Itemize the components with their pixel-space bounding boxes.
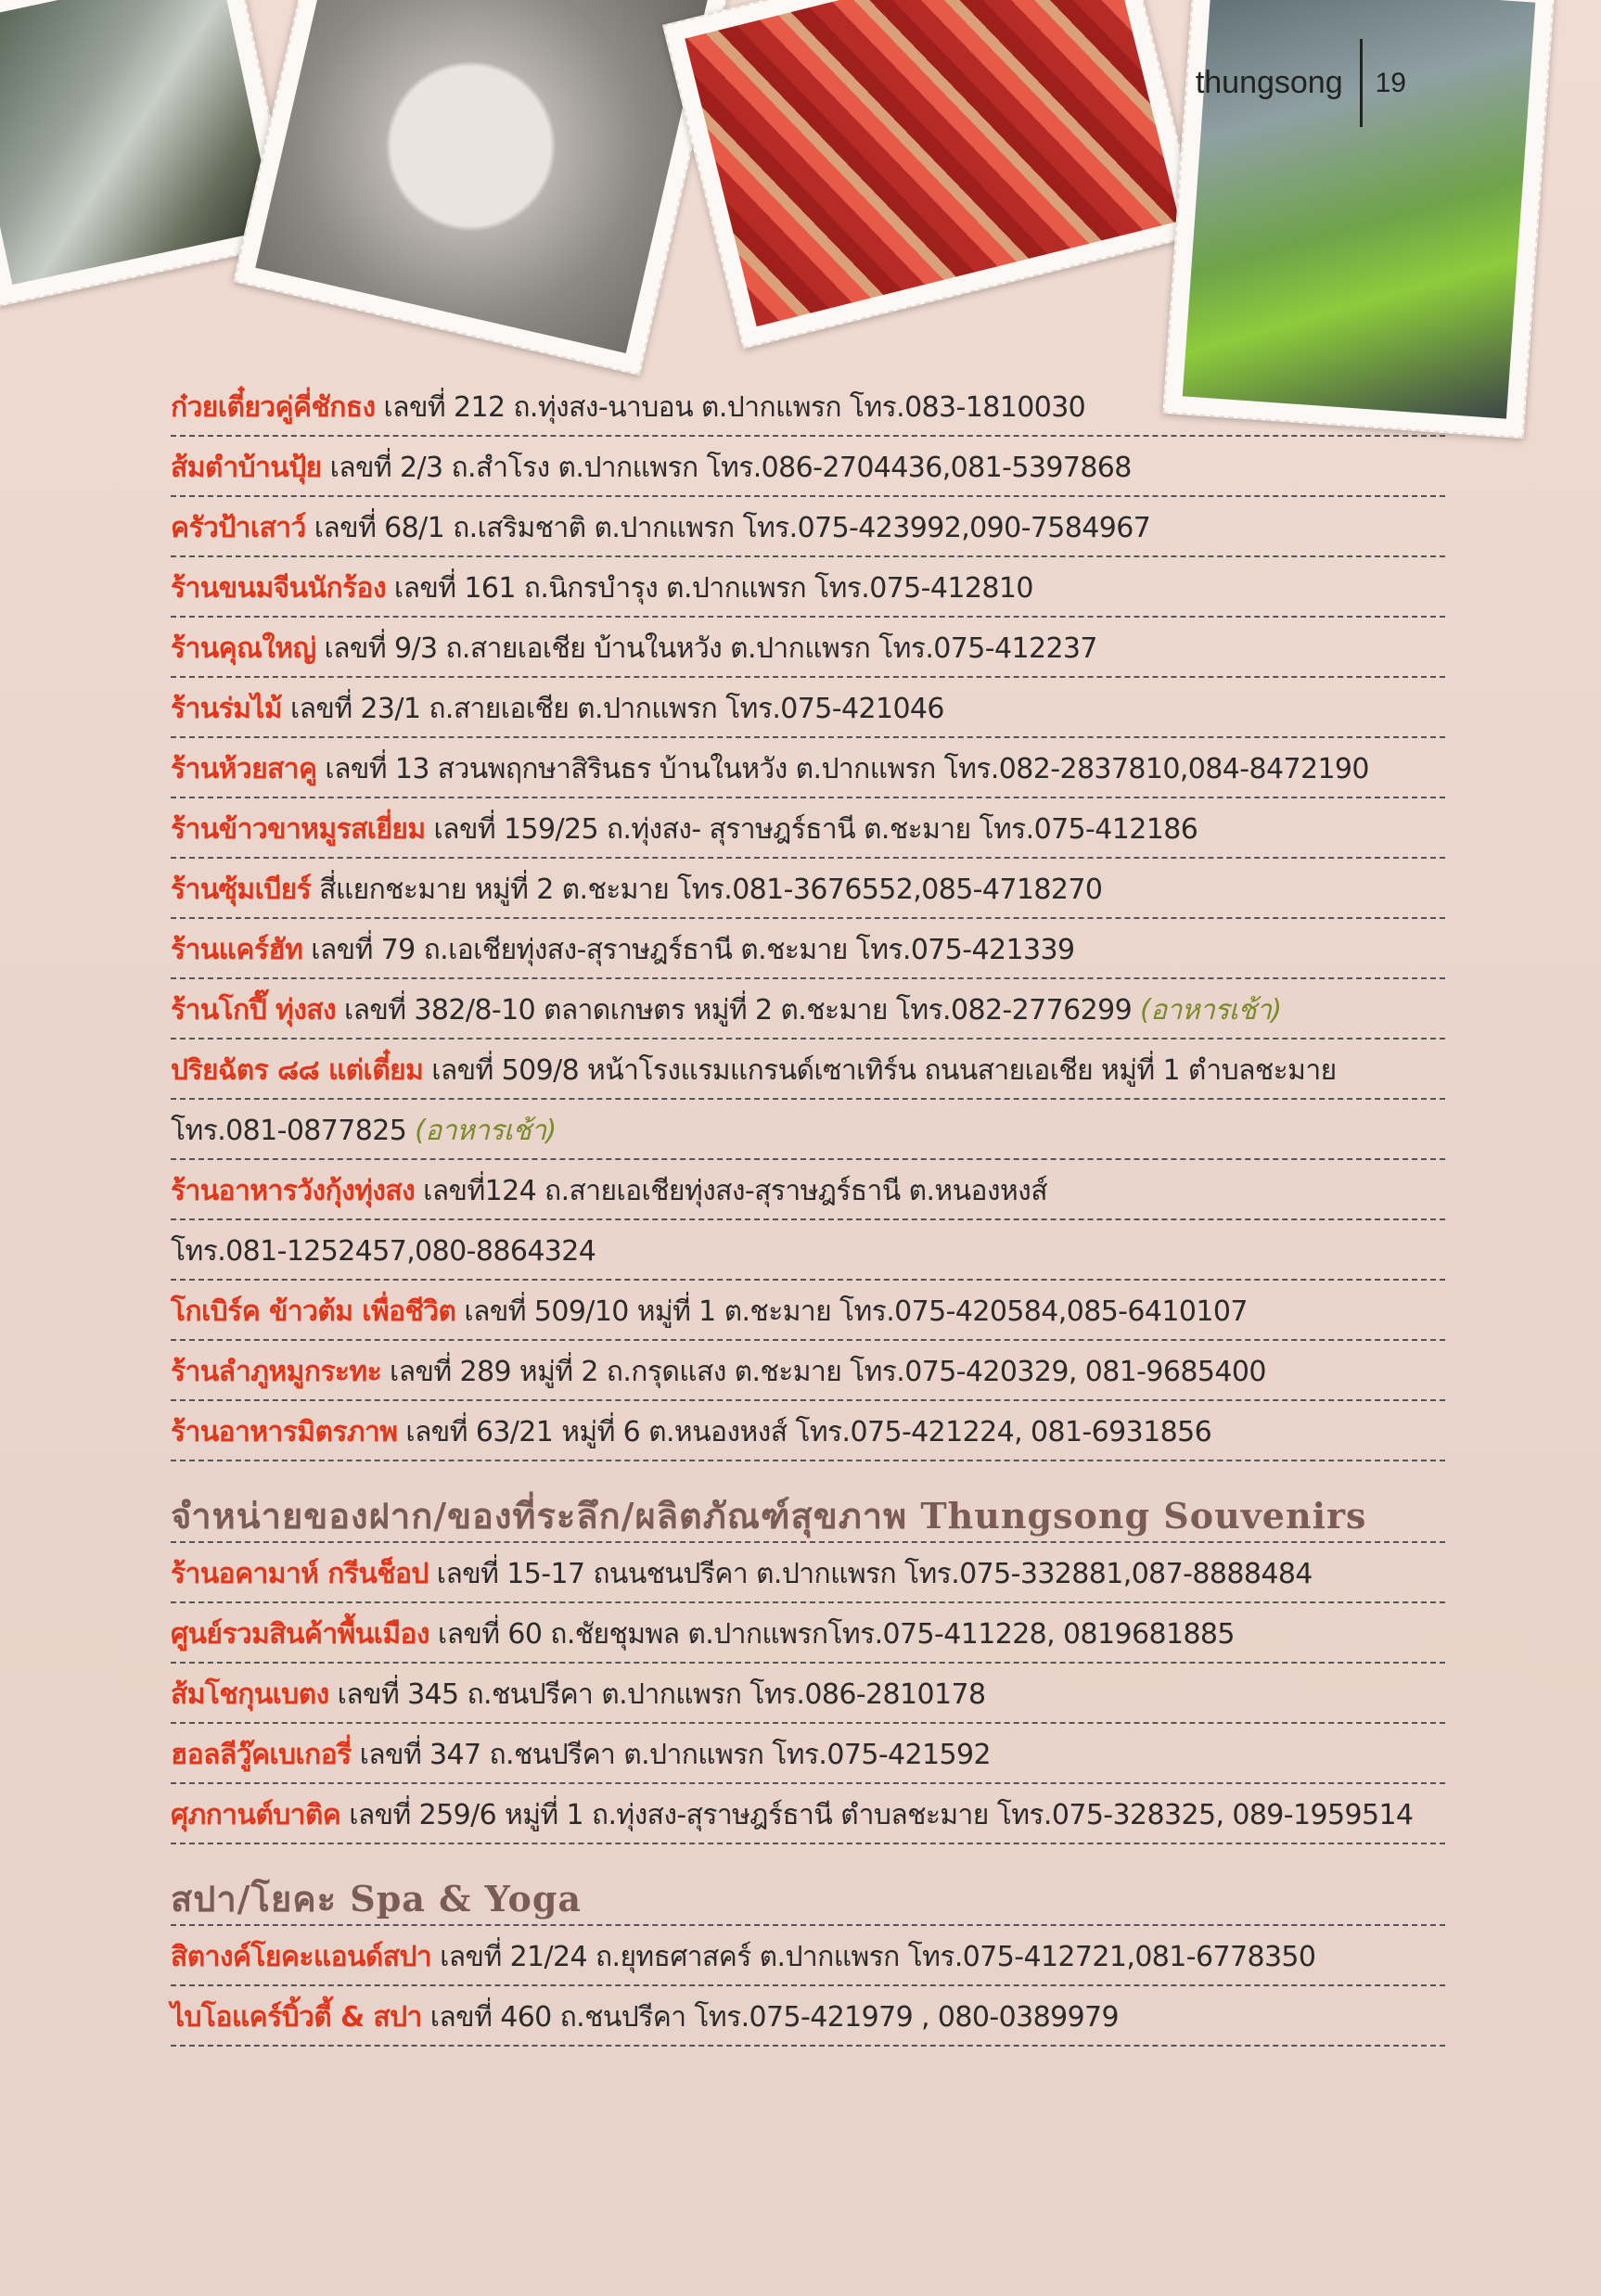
list-item-name: ศุภกานต์บาติค xyxy=(171,1799,341,1831)
list-item-name: ร้านโกปี๊ ทุ่งสง xyxy=(171,994,337,1027)
list-item-detail: เลขที่ 159/25 ถ.ทุ่งสง- สุราษฎร์ธานี ต.ชะมาย โทร.075-412186 xyxy=(425,813,1198,846)
list-item-detail: สี่แยกชะมาย หมู่ที่ 2 ต.ชะมาย โทร.081-3676552,085-4718270 xyxy=(311,874,1103,906)
list-item-detail: เลขที่ 382/8-10 ตลาดเกษตร หมู่ที่ 2 ต.ชะมาย โทร.082-2776299 xyxy=(336,994,1141,1027)
list-item-name: ฮอลลีวู๊คเบเกอรี่ xyxy=(171,1739,352,1771)
list-item-detail: เลขที่ 13 สวนพฤกษาสิรินธร บ้านในหวัง ต.ปากแพรก โทร.082-2837810,084-8472190 xyxy=(316,753,1369,785)
list-item xyxy=(171,1664,1445,1724)
list-item xyxy=(171,798,1445,859)
list-item-name: สิตางค์โยคะแอนด์สปา xyxy=(171,1941,432,1973)
list-item-detail: เลขที่ 23/1 ถ.สายเอเชีย ต.ปากแพรก โทร.075-421046 xyxy=(282,693,944,725)
list-item-detail: เลขที่ 347 ถ.ชนปรีคา ต.ปากแพรก โทร.075-421592 xyxy=(351,1739,991,1771)
list-item-detail: เลขที่ 509/8 หน้าโรงแรมแกรนด์เซาเทิร์น ถนนสายเอเชีย หมู่ที่ 1 ตำบลชะมาย xyxy=(423,1054,1337,1087)
list-item-name: ร้านร่มไม้ xyxy=(171,693,283,725)
list-item-continuation xyxy=(171,1220,1445,1281)
list-item xyxy=(171,497,1445,557)
list-item-name: ร้านแคร์ฮัท xyxy=(171,934,303,966)
list-item-detail: เลขที่ 345 ถ.ชนปรีคา ต.ปากแพรก โทร.086-2810178 xyxy=(328,1678,986,1711)
page-header xyxy=(1196,39,1406,127)
list-item-name: ร้านข้าวขาหมูรสเยี่ยม xyxy=(171,813,426,846)
list-item-detail: โทร.081-1252457,080-8864324 xyxy=(171,1235,596,1268)
list-item xyxy=(171,678,1445,738)
list-item xyxy=(171,1986,1445,2047)
list-item-name: ร้านอคามาห์ กรีนช็อป xyxy=(171,1558,429,1590)
list-item-name: ร้านอาหารมิตรภาพ xyxy=(171,1416,398,1448)
sweets-packages-photo xyxy=(662,0,1202,349)
list-item-name: ร้านห้วยสาคู xyxy=(171,753,317,785)
list-item xyxy=(171,1040,1445,1100)
list-item xyxy=(171,618,1445,678)
page-number: 19 xyxy=(1375,67,1406,98)
list-item-detail: เลขที่ 161 ถ.นิกรบำรุง ต.ปากแพรก โทร.075-412810 xyxy=(386,572,1033,605)
list-item xyxy=(171,557,1445,618)
list-item-detail: เลขที่ 460 ถ.ชนปรีคา โทร.075-421979 , 080-0389979 xyxy=(421,2001,1120,2034)
list-item xyxy=(171,1341,1445,1401)
list-item xyxy=(171,1724,1445,1784)
list-item-detail: เลขที่ 15-17 ถนนชนปรีคา ต.ปากแพรก โทร.075-332881,087-8888484 xyxy=(428,1558,1313,1590)
section-heading-spa: สปา/โยคะ Spa & Yoga xyxy=(171,1870,1445,1926)
list-item-name: ร้านซุ้มเบียร์ xyxy=(171,874,312,906)
list-item-continuation xyxy=(171,1100,1445,1160)
list-item-detail: เลขที่ 79 ถ.เอเชียทุ่งสง-สุราษฎร์ธานี ต.ชะมาย โทร.075-421339 xyxy=(302,934,1075,966)
list-item-name: ร้านขนมจีนนักร้อง xyxy=(171,572,386,605)
list-item-name: ไบโอแคร์บิ้วตี้ & สปา xyxy=(171,2001,422,2034)
list-item-note: (อาหารเช้า) xyxy=(1140,994,1282,1027)
magazine-title: thungsong xyxy=(1195,65,1343,100)
list-item xyxy=(171,437,1445,497)
breakfast-plate-photo xyxy=(233,0,731,376)
list-item-name: ศูนย์รวมสินค้าพื้นเมือง xyxy=(171,1618,429,1651)
spa-list xyxy=(171,1926,1445,2047)
list-item-detail: เลขที่ 2/3 ถ.สำโรง ต.ปากแพรก โทร.086-2704436,081-5397868 xyxy=(321,452,1132,484)
list-item xyxy=(171,1543,1445,1603)
list-item xyxy=(171,919,1445,979)
list-item xyxy=(171,979,1445,1040)
list-item-detail: เลขที่ 63/21 หมู่ที่ 6 ต.หนองหงส์ โทร.075-421224, 081-6931856 xyxy=(397,1416,1212,1448)
list-item-detail: เลขที่ 21/24 ถ.ยุทธศาสคร์ ต.ปากแพรก โทร.075-412721,081-6778350 xyxy=(431,1941,1316,1973)
list-item-detail: เลขที่ 509/10 หมู่ที่ 1 ต.ชะมาย โทร.075-420584,085-6410107 xyxy=(455,1295,1248,1328)
header-divider xyxy=(1360,39,1363,127)
list-item xyxy=(171,1926,1445,1986)
list-item xyxy=(171,1401,1445,1461)
list-item xyxy=(171,1281,1445,1341)
list-item-name: ส้มโชกุนเบตง xyxy=(171,1678,329,1711)
list-item-name: ปริยฉัตร ๘๘ แต่เตี๋ยม xyxy=(171,1054,424,1087)
listing-content xyxy=(171,376,1445,2047)
list-item-detail: โทร.081-0877825 xyxy=(171,1115,416,1147)
list-item xyxy=(171,1160,1445,1220)
list-item-name: โกเบิร์ค ข้าวต้ม เพื่อชีวิต xyxy=(171,1295,456,1328)
list-item-note: (อาหารเช้า) xyxy=(415,1115,557,1147)
list-item-detail: เลขที่ 212 ถ.ทุ่งสง-นาบอน ต.ปากแพรก โทร.083-1810030 xyxy=(375,391,1086,424)
list-item-detail: เลขที่ 9/3 ถ.สายเอเชีย บ้านในหวัง ต.ปากแพรก โทร.075-412237 xyxy=(315,632,1097,665)
souvenir-list xyxy=(171,1543,1445,1844)
list-item xyxy=(171,376,1445,437)
section-heading-souvenirs: จำหน่ายของฝาก/ของที่ระลึก/ผลิตภัณฑ์สุขภาพ Thungsong Souvenirs xyxy=(171,1487,1445,1543)
list-item-name: ก๋วยเตี๋ยวคู่คี่ชักธง xyxy=(171,391,376,424)
list-item xyxy=(171,859,1445,919)
list-item-name: ครัวป้าเสาว์ xyxy=(171,512,306,544)
list-item-detail: เลขที่ 68/1 ถ.เสริมชาติ ต.ปากแพรก โทร.075-423992,090-7584967 xyxy=(305,512,1151,544)
list-item-name: ร้านลำภูหมูกระทะ xyxy=(171,1356,382,1388)
list-item-name: ร้านคุณใหญ่ xyxy=(171,632,316,665)
list-item-detail: เลขที่ 259/6 หมู่ที่ 1 ถ.ทุ่งสง-สุราษฎร์ธานี ตำบลชะมาย โทร.075-328325, 089-1959514 xyxy=(340,1799,1414,1831)
list-item-detail: เลขที่124 ถ.สายเอเชียทุ่งสง-สุราษฎร์ธานี ต.หนองหงส์ xyxy=(415,1175,1047,1207)
list-item xyxy=(171,738,1445,798)
list-item-detail: เลขที่ 289 หมู่ที่ 2 ถ.กรุดแสง ต.ชะมาย โทร.075-420329, 081-9685400 xyxy=(381,1356,1266,1388)
restaurant-list xyxy=(171,376,1445,1461)
list-item-name: ส้มตำบ้านปุ้ย xyxy=(171,452,322,484)
list-item xyxy=(171,1603,1445,1664)
list-item-detail: เลขที่ 60 ถ.ชัยชุมพล ต.ปากแพรกโทร.075-411228, 0819681885 xyxy=(429,1618,1235,1651)
list-item-name: ร้านอาหารวังกุ้งทุ่งสง xyxy=(171,1175,416,1207)
list-item xyxy=(171,1784,1445,1844)
